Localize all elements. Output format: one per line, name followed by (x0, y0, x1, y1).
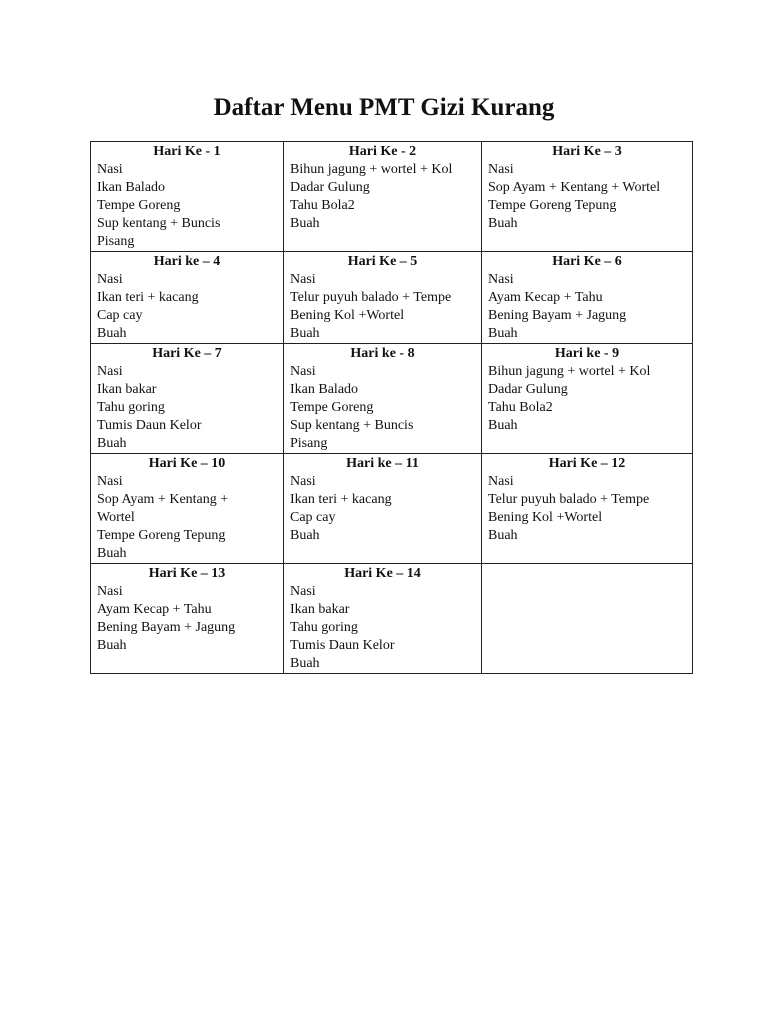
menu-row (91, 564, 693, 674)
day-heading: Hari ke – 11 (346, 456, 419, 471)
menu-row (91, 252, 693, 344)
day-heading: Hari Ke – 12 (548, 456, 626, 471)
menu-item: Tempe Goreng Tepung (97, 528, 226, 543)
menu-item: Wortel (97, 510, 135, 525)
empty-cell (482, 564, 693, 674)
day-heading: Hari Ke – 13 (148, 566, 226, 581)
menu-item: Dadar Gulung (488, 382, 568, 397)
menu-item: Ikan Balado (290, 382, 359, 397)
day-heading: Hari Ke – 7 (152, 346, 222, 361)
day-heading: Hari Ke – 5 (347, 254, 418, 269)
day-heading: Hari Ke - 2 (348, 144, 417, 159)
menu-item: Bening Bayam + Jagung (488, 308, 627, 323)
menu-item: Buah (290, 656, 320, 671)
menu-item: Nasi (488, 474, 514, 489)
menu-item: Tahu Bola2 (290, 198, 355, 213)
day-menu-cell (482, 344, 693, 454)
menu-item: Sup kentang + Buncis (290, 418, 414, 433)
menu-table (90, 141, 693, 674)
menu-item: Ikan teri + kacang (97, 290, 199, 305)
menu-item: Nasi (97, 272, 123, 287)
day-menu-cell (284, 454, 482, 564)
menu-row (91, 344, 693, 454)
day-menu-cell (91, 454, 284, 564)
menu-item: Nasi (290, 474, 316, 489)
menu-item: Nasi (97, 474, 123, 489)
menu-item: Tempe Goreng (290, 400, 374, 415)
menu-item: Nasi (488, 162, 514, 177)
menu-item: Tempe Goreng (97, 198, 181, 213)
day-menu-cell (482, 252, 693, 344)
menu-item: Buah (290, 326, 320, 341)
day-heading: Hari Ke – 6 (552, 254, 622, 269)
menu-item: Ikan bakar (290, 602, 350, 617)
day-heading: Hari ke – 4 (153, 254, 221, 269)
menu-item: Ikan teri + kacang (290, 492, 392, 507)
menu-item: Bihun jagung + wortel + Kol (488, 364, 651, 379)
menu-item: Buah (488, 326, 518, 341)
menu-item: Sup kentang + Buncis (97, 216, 221, 231)
menu-item: Buah (97, 436, 127, 451)
menu-item: Nasi (97, 162, 123, 177)
menu-item: Tahu goring (290, 620, 358, 635)
menu-item: Nasi (488, 272, 514, 287)
day-menu-cell (284, 344, 482, 454)
menu-item: Buah (290, 216, 320, 231)
menu-item: Buah (488, 216, 518, 231)
menu-item: Cap cay (290, 510, 336, 525)
day-heading: Hari Ke – 10 (148, 456, 226, 471)
menu-item: Nasi (97, 364, 123, 379)
menu-item: Ikan bakar (97, 382, 157, 397)
menu-row (91, 142, 693, 252)
menu-item: Tahu Bola2 (488, 400, 553, 415)
day-menu-cell (284, 142, 482, 252)
menu-item: Ayam Kecap + Tahu (488, 290, 603, 305)
menu-item: Tahu goring (97, 400, 165, 415)
menu-item: Nasi (290, 584, 316, 599)
menu-item: Ikan Balado (97, 180, 166, 195)
day-menu-cell (482, 454, 693, 564)
page-title: Daftar Menu PMT Gizi Kurang (213, 94, 555, 121)
menu-item: Nasi (97, 584, 123, 599)
menu-item: Ayam Kecap + Tahu (97, 602, 212, 617)
day-heading: Hari ke - 8 (350, 346, 415, 361)
day-menu-cell (91, 564, 284, 674)
menu-item: Bening Kol +Wortel (290, 308, 405, 323)
menu-item: Tempe Goreng Tepung (488, 198, 617, 213)
day-menu-cell (284, 252, 482, 344)
menu-item: Bening Bayam + Jagung (97, 620, 236, 635)
menu-item: Buah (488, 528, 518, 543)
menu-item: Bihun jagung + wortel + Kol (290, 162, 453, 177)
day-menu-cell (91, 252, 284, 344)
menu-item: Pisang (290, 436, 328, 451)
menu-item: Nasi (290, 364, 316, 379)
menu-item: Buah (290, 528, 320, 543)
menu-item: Bening Kol +Wortel (488, 510, 603, 525)
menu-item: Telur puyuh balado + Tempe (290, 290, 452, 305)
menu-item: Buah (97, 638, 127, 653)
day-menu-cell (284, 564, 482, 674)
menu-item: Buah (488, 418, 518, 433)
menu-item: Sop Ayam + Kentang + Wortel (488, 180, 661, 195)
day-heading: Hari ke - 9 (554, 346, 620, 361)
menu-item: Sop Ayam + Kentang + (97, 492, 229, 507)
menu-item: Nasi (290, 272, 316, 287)
menu-table-body (91, 142, 693, 674)
menu-item: Telur puyuh balado + Tempe (488, 492, 650, 507)
day-menu-cell (91, 142, 284, 252)
day-heading: Hari Ke - 1 (153, 144, 221, 159)
day-menu-cell (482, 142, 693, 252)
day-heading: Hari Ke – 14 (344, 566, 421, 581)
day-heading: Hari Ke – 3 (552, 144, 622, 159)
menu-item: Cap cay (97, 308, 143, 323)
menu-item: Buah (97, 326, 127, 341)
menu-item: Dadar Gulung (290, 180, 370, 195)
menu-item: Buah (97, 546, 127, 561)
day-menu-cell (91, 344, 284, 454)
menu-item: Tumis Daun Kelor (290, 638, 395, 653)
menu-item: Pisang (97, 234, 135, 249)
menu-row (91, 454, 693, 564)
menu-item: Tumis Daun Kelor (97, 418, 202, 433)
